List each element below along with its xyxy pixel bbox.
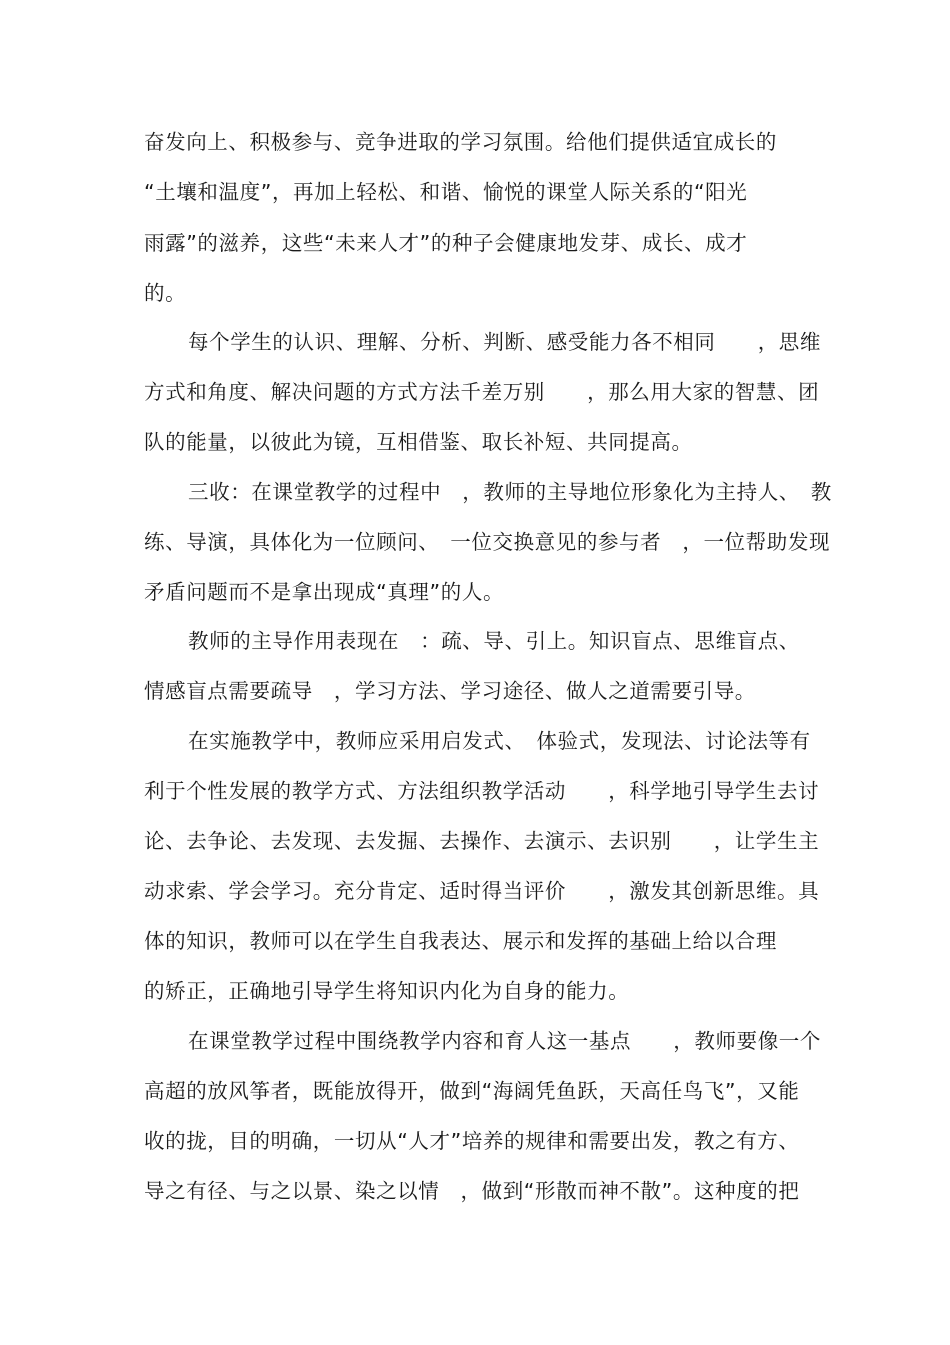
paragraph-6-line-3: 收的拢，目的明确，一切从“人才”培养的规律和需要出发，教之有方、 (144, 1129, 800, 1153)
paragraph-6-line-4: 导之有径、与之以景、染之以情 ，做到“形散而神不散”。这种度的把 (144, 1179, 800, 1203)
paragraph-2-line-2: 方式和角度、解决问题的方式方法千差万别 ，那么用大家的智慧、团 (144, 380, 820, 404)
paragraph-2-line-3: 队的能量，以彼此为镜，互相借鉴、取长补短、共同提高。 (144, 430, 693, 454)
text-line-3: 雨露”的滋养，这些“未来人才”的种子会健康地发芽、成长、成才 (144, 231, 748, 255)
paragraph-5-line-6: 的矫正，正确地引导学生将知识内化为自身的能力。 (144, 979, 630, 1003)
paragraph-3-line-2: 练、导演，具体化为一位顾问、 一位交换意见的参与者 ，一位帮助发现 (144, 530, 831, 554)
paragraph-2-line-1: 每个学生的认识、理解、分析、判断、感受能力各不相同 ，思维 (188, 330, 821, 354)
text-line-4: 的。 (144, 281, 187, 305)
paragraph-5-line-1: 在实施教学中，教师应采用启发式、 体验式，发现法、讨论法等有 (188, 729, 811, 753)
paragraph-4-line-2: 情感盲点需要疏导 ，学习方法、学习途径、做人之道需要引导。 (144, 679, 756, 703)
paragraph-3-line-1: 三收：在课堂教学的过程中 ，教师的主导地位形象化为主持人、 教 (188, 480, 832, 504)
paragraph-4-line-1: 教师的主导作用表现在 ：疏、导、引上。知识盲点、思维盲点、 (188, 629, 800, 653)
paragraph-6-line-2: 高超的放风筝者，既能放得开，做到“海阔凭鱼跃，天高任鸟飞”，又能 (144, 1079, 800, 1103)
paragraph-6-line-1: 在课堂教学过程中围绕教学内容和育人这一基点 ，教师要像一个 (188, 1029, 821, 1053)
text-line-1: 奋发向上、积极参与、竞争进取的学习氛围。给他们提供适宜成长的 (144, 130, 777, 154)
paragraph-5-line-5: 体的知识，教师可以在学生自我表达、展示和发挥的基础上给以合理 (144, 929, 777, 953)
paragraph-3-line-3: 矛盾问题而不是拿出现成“真理”的人。 (144, 580, 505, 604)
text-line-2: “土壤和温度”，再加上轻松、和谐、愉悦的课堂人际关系的“阳光 (144, 180, 748, 204)
paragraph-5-line-3: 论、去争论、去发现、去发掘、去操作、去演示、去识别 ，让学生主 (144, 829, 820, 853)
paragraph-5-line-2: 利于个性发展的教学方式、方法组织教学活动 ，科学地引导学生去讨 (144, 779, 820, 803)
paragraph-5-line-4: 动求索、学会学习。充分肯定、适时得当评价 ，激发其创新思维。具 (144, 879, 820, 903)
